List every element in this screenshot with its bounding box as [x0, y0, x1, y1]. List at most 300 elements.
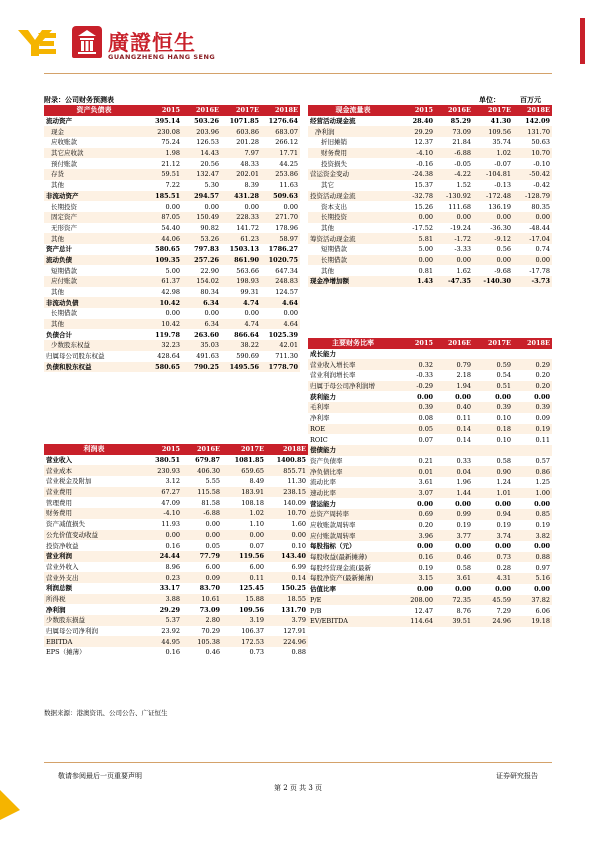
cell-value: 53.26 — [182, 233, 221, 244]
cell-value: 0.00 — [244, 202, 259, 211]
cell-value: 150.49 — [182, 212, 221, 223]
table-row — [308, 126, 552, 137]
table-header-row — [44, 105, 300, 116]
table-row — [308, 148, 552, 159]
row-label: 归属母公司净利润 — [46, 627, 98, 636]
table-row — [44, 340, 300, 351]
income-statement-table — [44, 444, 308, 658]
year-header: 2017E — [473, 105, 513, 116]
cell-value: 0.59 — [473, 359, 513, 370]
cell-value: 0.39 — [398, 402, 435, 413]
table-row — [308, 359, 552, 370]
row-label: 其他 — [51, 288, 64, 297]
cell-value — [398, 445, 435, 456]
row-label: 筹资活动现金流 — [308, 233, 398, 244]
cell-value: -4.22 — [435, 169, 473, 180]
section-title: 附录：公司财务预测表 — [44, 95, 114, 104]
row-label: 营业成本 — [44, 465, 144, 476]
row-label: 归属母公司股东权益 — [46, 352, 105, 361]
cell-value — [513, 349, 552, 360]
cell-value: 3.07 — [398, 488, 435, 499]
cell-value: 1081.85 — [234, 456, 264, 465]
cell-value — [435, 445, 473, 456]
cell-value: 0.00 — [495, 542, 511, 551]
cell-value: 119.56 — [222, 551, 266, 562]
cell-value: 1.43 — [398, 276, 435, 287]
cell-value: 3.12 — [165, 477, 180, 486]
section-title-bar — [44, 95, 552, 104]
cell-value: 5.00 — [418, 245, 433, 254]
table-row — [308, 223, 552, 234]
cell-value: 431.28 — [221, 191, 261, 202]
row-label: 投资损失 — [321, 159, 347, 168]
row-label: 长期投资 — [51, 202, 77, 211]
year-header: 2016E — [182, 444, 222, 455]
header-accent-bar — [580, 18, 585, 64]
table-row — [44, 540, 308, 551]
cell-value: -0.29 — [398, 381, 435, 392]
table-row — [44, 497, 308, 508]
cell-value: 0.10 — [291, 541, 306, 550]
row-label: 净利润 — [308, 126, 398, 137]
table-row — [44, 116, 300, 127]
cell-value: 90.82 — [200, 223, 219, 232]
cell-value: 3.74 — [473, 530, 513, 541]
cell-value: 61.23 — [221, 233, 261, 244]
cell-value: 2.18 — [456, 371, 471, 380]
row-label: 营运资金变动 — [308, 169, 398, 180]
table-row — [44, 329, 300, 340]
cell-value: 41.30 — [490, 117, 511, 126]
cell-value: 11.30 — [287, 477, 306, 486]
cell-value: 0.00 — [417, 392, 433, 401]
cell-value: 0.69 — [398, 509, 435, 520]
cell-value: -128.79 — [513, 191, 552, 202]
table-row — [308, 498, 552, 509]
cell-value: 0.16 — [165, 541, 180, 550]
cell-value: 790.25 — [182, 362, 221, 373]
row-label: 营业费用 — [44, 487, 144, 498]
cell-value: 75.24 — [161, 138, 180, 147]
year-header: 2018E — [513, 338, 552, 349]
cell-value — [435, 349, 473, 360]
table-row — [44, 530, 308, 541]
cell-value: 1276.64 — [268, 117, 298, 126]
cell-value: 0.99 — [435, 509, 473, 520]
cell-value: -19.24 — [450, 223, 471, 232]
cell-value: 0.00 — [534, 542, 550, 551]
cell-value: 0.85 — [513, 509, 552, 520]
row-label: 少数股东损益 — [44, 615, 144, 626]
row-label: 资产总计 — [46, 245, 72, 254]
cell-value: 406.30 — [182, 465, 222, 476]
cell-value: 1.10 — [249, 520, 264, 529]
cell-value: 797.83 — [194, 245, 219, 254]
cell-value: -32.78 — [398, 191, 435, 202]
cell-value: 109.56 — [239, 605, 264, 614]
cell-value: 0.73 — [249, 648, 264, 657]
cell-value: 0.00 — [534, 585, 550, 594]
row-label: 营业收入增长率 — [308, 359, 398, 370]
cell-value: -6.88 — [182, 508, 222, 519]
table-row — [44, 265, 300, 276]
table-row — [308, 616, 552, 627]
table-row — [308, 434, 552, 445]
cell-value: 6.00 — [249, 562, 264, 571]
cell-value: -17.78 — [529, 266, 550, 275]
cell-value: 131.70 — [513, 126, 552, 137]
table-row — [308, 169, 552, 180]
table-row — [44, 626, 308, 637]
table-row — [44, 455, 308, 466]
cell-value: 29.29 — [159, 605, 180, 614]
cell-value: 0.58 — [456, 563, 471, 572]
cell-value: 81.58 — [201, 498, 220, 507]
cell-value: 603.86 — [221, 126, 261, 137]
row-label: 无形资产 — [51, 223, 77, 232]
cell-value: 44.25 — [279, 159, 298, 168]
cell-value: 0.00 — [204, 202, 219, 211]
row-label: 非流动负债 — [44, 297, 144, 308]
cell-value: -24.38 — [398, 169, 435, 180]
cell-value: 2.80 — [182, 615, 222, 626]
cell-value: 580.65 — [144, 362, 182, 373]
row-label: 短期借款 — [321, 245, 347, 254]
cell-value: 0.05 — [398, 424, 435, 435]
cell-value: 80.35 — [531, 202, 550, 211]
cell-value: -17.52 — [412, 223, 433, 232]
table-row — [308, 520, 552, 531]
cell-value: 10.70 — [266, 508, 308, 519]
cell-value: 4.74 — [221, 297, 261, 308]
cell-value: 143.40 — [266, 551, 308, 562]
footer-doc-type: 证券研究报告 — [496, 772, 538, 780]
cell-value: 0.00 — [435, 212, 473, 223]
cell-value: 0.28 — [496, 563, 511, 572]
cell-value: 0.11 — [222, 572, 266, 583]
cell-value: 21.12 — [161, 159, 180, 168]
cell-value: -6.88 — [435, 148, 473, 159]
cell-value: 150.25 — [281, 584, 306, 593]
brand-seal-icon — [72, 26, 102, 58]
cell-value: 4.74 — [221, 319, 261, 330]
cell-value: 115.58 — [182, 487, 222, 498]
cell-value: 5.16 — [513, 573, 552, 584]
cell-value: 87.05 — [144, 212, 182, 223]
cell-value: 7.22 — [165, 181, 180, 190]
row-label: 所得税 — [44, 594, 144, 605]
cell-value: 0.00 — [455, 542, 471, 551]
cell-value: 5.55 — [205, 477, 220, 486]
cell-value: 0.00 — [534, 392, 550, 401]
row-label: 其它 — [321, 181, 334, 190]
row-label: EPS（摊薄） — [46, 648, 86, 657]
row-label: 长期投资 — [308, 212, 398, 223]
unit-value: 百万元 — [520, 95, 541, 104]
cell-value: 0.00 — [513, 212, 552, 223]
cell-value: 119.78 — [155, 330, 180, 339]
cell-value: 1786.27 — [268, 245, 298, 254]
cell-value: 590.69 — [236, 352, 259, 361]
row-label: 每股净资产(最新摊薄) — [308, 573, 398, 584]
row-label: 存货 — [44, 169, 144, 180]
cell-value: 1.24 — [496, 478, 511, 487]
row-label: 资本支出 — [321, 202, 347, 211]
cell-value: 0.00 — [283, 309, 298, 318]
cell-value: 861.90 — [221, 255, 261, 266]
cell-value: 0.00 — [144, 530, 182, 541]
cell-value: 238.15 — [266, 487, 308, 498]
cell-value: 83.70 — [199, 584, 220, 593]
table-row — [44, 126, 300, 137]
cell-value: 0.07 — [249, 541, 264, 550]
cell-value: 106.37 — [241, 627, 264, 636]
cell-value: 0.39 — [473, 402, 513, 413]
cell-value: 1.60 — [291, 520, 306, 529]
table-row — [44, 636, 308, 647]
row-label: P/E — [308, 595, 398, 606]
table-row — [308, 584, 552, 595]
cell-value: 0.09 — [535, 414, 550, 423]
cell-value: 42.01 — [261, 340, 300, 351]
cell-value: 248.83 — [261, 276, 300, 287]
cell-value — [473, 349, 513, 360]
cell-value: 855.71 — [266, 465, 308, 476]
cell-value: 509.63 — [261, 191, 300, 202]
cell-value: 10.42 — [144, 319, 182, 330]
table-row — [308, 573, 552, 584]
row-label: ROE — [308, 424, 398, 435]
row-label: 毛利率 — [308, 402, 398, 413]
cell-value: 0.00 — [455, 392, 471, 401]
cell-value: -4.10 — [144, 508, 182, 519]
table-row — [44, 169, 300, 180]
table-row — [44, 647, 308, 658]
table-row — [44, 508, 308, 519]
table-row — [308, 191, 552, 202]
cell-value: 0.94 — [473, 509, 513, 520]
cell-value: 0.23 — [144, 572, 182, 583]
cell-value: 0.33 — [456, 456, 471, 465]
row-label: 流动负债 — [44, 255, 144, 266]
row-label: ROIC — [310, 435, 328, 444]
row-label: 营业外支出 — [44, 572, 144, 583]
data-source: 数据来源：港澳资讯、公司公告、广证恒生 — [44, 709, 168, 717]
cell-value: 0.05 — [205, 541, 220, 550]
cell-value: 1020.75 — [261, 255, 300, 266]
cell-value: 1.01 — [473, 488, 513, 499]
cell-value: 0.00 — [513, 255, 552, 266]
cell-value: 17.71 — [261, 148, 300, 159]
cell-value: 105.38 — [182, 636, 222, 647]
row-label: 营运能力 — [310, 499, 336, 508]
cell-value: 6.99 — [291, 562, 306, 571]
row-label: 营业税金及附加 — [46, 477, 92, 486]
year-header: 2018E — [266, 444, 308, 455]
cell-value: 0.00 — [398, 212, 435, 223]
cell-value: 37.82 — [513, 595, 552, 606]
table-row — [44, 465, 308, 476]
table-row — [308, 349, 552, 360]
row-label: 其他 — [44, 319, 144, 330]
cell-value: 3.15 — [398, 573, 435, 584]
year-header: 2015 — [398, 105, 435, 116]
row-label: 总资产周转率 — [308, 509, 398, 520]
cell-value: 1071.85 — [229, 117, 259, 126]
cell-value: 15.37 — [414, 181, 433, 190]
year-header: 2016E — [435, 338, 473, 349]
cell-value: 15.88 — [222, 594, 266, 605]
cell-value: 3.19 — [222, 615, 266, 626]
cell-value — [513, 445, 552, 456]
row-label: 负债和股东权益 — [44, 362, 144, 373]
cell-value: 0.00 — [398, 255, 435, 266]
table-row — [44, 287, 300, 298]
cell-value: 0.00 — [165, 202, 180, 211]
row-label: 非流动资产 — [44, 191, 144, 202]
cell-value: 0.79 — [435, 359, 473, 370]
table-row — [308, 201, 552, 212]
row-label: 应收账款 — [51, 138, 77, 147]
cell-value: 257.26 — [182, 255, 221, 266]
cell-value: 0.00 — [473, 255, 513, 266]
table-row — [308, 488, 552, 499]
cell-value: 1400.85 — [276, 456, 306, 465]
cell-value: 0.00 — [534, 499, 550, 508]
cell-value: -0.10 — [533, 159, 550, 168]
cell-value: 21.84 — [452, 138, 471, 147]
year-header: 2018E — [513, 105, 552, 116]
cell-value: 683.07 — [261, 126, 300, 137]
row-label: 流动资产 — [46, 117, 72, 126]
cell-value: 380.51 — [155, 456, 180, 465]
cell-value: 23.92 — [161, 627, 180, 636]
cell-value: 263.60 — [194, 330, 219, 339]
cell-value: 491.63 — [196, 352, 219, 361]
cell-value: 0.20 — [513, 381, 552, 392]
row-label: 预付账款 — [51, 159, 77, 168]
year-header: 2015 — [144, 105, 182, 116]
table-row — [44, 137, 300, 148]
cell-value: 0.08 — [418, 414, 433, 423]
cell-value: 0.39 — [513, 402, 552, 413]
cell-value: -0.07 — [494, 159, 511, 168]
cell-value: 39.51 — [435, 616, 473, 627]
cell-value: 228.33 — [221, 212, 261, 223]
cell-value: 647.34 — [275, 266, 298, 275]
row-label: 经营活动现金流 — [310, 117, 356, 126]
table-row — [44, 351, 300, 362]
row-label: 应付账款 — [44, 276, 144, 287]
header-divider — [44, 73, 552, 74]
year-header: 2017E — [222, 444, 266, 455]
cell-value: 0.00 — [266, 530, 308, 541]
table-row — [44, 551, 308, 562]
row-label: 长期借款 — [51, 309, 77, 318]
cell-value: 0.81 — [418, 266, 433, 275]
cell-value: 24.44 — [144, 551, 182, 562]
cell-value: 5.30 — [204, 181, 219, 190]
cell-value: -130.92 — [435, 191, 473, 202]
table-row — [44, 604, 308, 615]
cell-value: 80.34 — [200, 288, 219, 297]
cell-value: 44.95 — [144, 636, 182, 647]
year-header: 2016E — [182, 105, 221, 116]
cell-value: 0.97 — [535, 563, 550, 572]
cell-value: 0.88 — [291, 648, 306, 657]
cell-value: 0.73 — [473, 552, 513, 563]
row-label: 速动比率 — [308, 488, 398, 499]
cell-value: 201.28 — [236, 138, 259, 147]
brand-logo-icon — [18, 30, 56, 56]
row-label: 其它应收款 — [44, 148, 144, 159]
cell-value: 563.66 — [236, 266, 259, 275]
table-row — [308, 391, 552, 402]
cell-value: 253.86 — [261, 169, 300, 180]
cell-value: 10.70 — [513, 148, 552, 159]
cell-value: 22.90 — [200, 266, 219, 275]
table-header-row — [308, 105, 552, 116]
table-row — [308, 509, 552, 520]
table-row — [308, 244, 552, 255]
cell-value: 0.00 — [435, 255, 473, 266]
cell-value: 1.25 — [535, 478, 550, 487]
cell-value: 679.87 — [195, 456, 220, 465]
cell-value: 0.21 — [418, 456, 433, 465]
cell-value: 6.34 — [182, 297, 221, 308]
unit-label: 单位： — [479, 95, 500, 104]
table-row — [308, 233, 552, 244]
cell-value: 0.14 — [266, 572, 308, 583]
cell-value: 0.00 — [244, 309, 259, 318]
cell-value: 0.19 — [535, 521, 550, 530]
table-title: 资产负债表 — [44, 105, 144, 116]
cell-value: 126.53 — [196, 138, 219, 147]
cell-value: 48.33 — [240, 159, 259, 168]
cell-value: 1.44 — [435, 488, 473, 499]
cell-value: 42.98 — [161, 288, 180, 297]
cell-value: 3.61 — [435, 573, 473, 584]
cell-value: 3.82 — [513, 530, 552, 541]
cell-value: 141.72 — [236, 223, 259, 232]
table-row — [44, 276, 300, 287]
cell-value: 11.93 — [161, 520, 180, 529]
cell-value: 0.46 — [435, 552, 473, 563]
cell-value: 0.00 — [455, 585, 471, 594]
cell-value: 1025.39 — [268, 330, 298, 339]
cell-value: 1.00 — [513, 488, 552, 499]
cell-value: -3.33 — [454, 245, 471, 254]
cell-value: 0.00 — [495, 585, 511, 594]
cell-value: -4.10 — [398, 148, 435, 159]
cell-value: 0.32 — [398, 359, 435, 370]
table-row — [308, 158, 552, 169]
row-label: 营业利润 — [44, 551, 144, 562]
cell-value: 294.57 — [182, 191, 221, 202]
row-label: 营业利润增长率 — [310, 371, 356, 380]
cell-value: 0.16 — [398, 552, 435, 563]
row-label: 管理费用 — [46, 498, 72, 507]
cell-value: 0.00 — [283, 202, 298, 211]
cell-value: 67.27 — [144, 487, 182, 498]
table-row — [308, 466, 552, 477]
table-row — [44, 476, 308, 487]
table-row — [44, 255, 300, 266]
cell-value: 38.22 — [221, 340, 261, 351]
row-label: EV/EBITDA — [308, 616, 398, 627]
cell-value: 0.88 — [513, 552, 552, 563]
cell-value: 124.57 — [275, 288, 298, 297]
